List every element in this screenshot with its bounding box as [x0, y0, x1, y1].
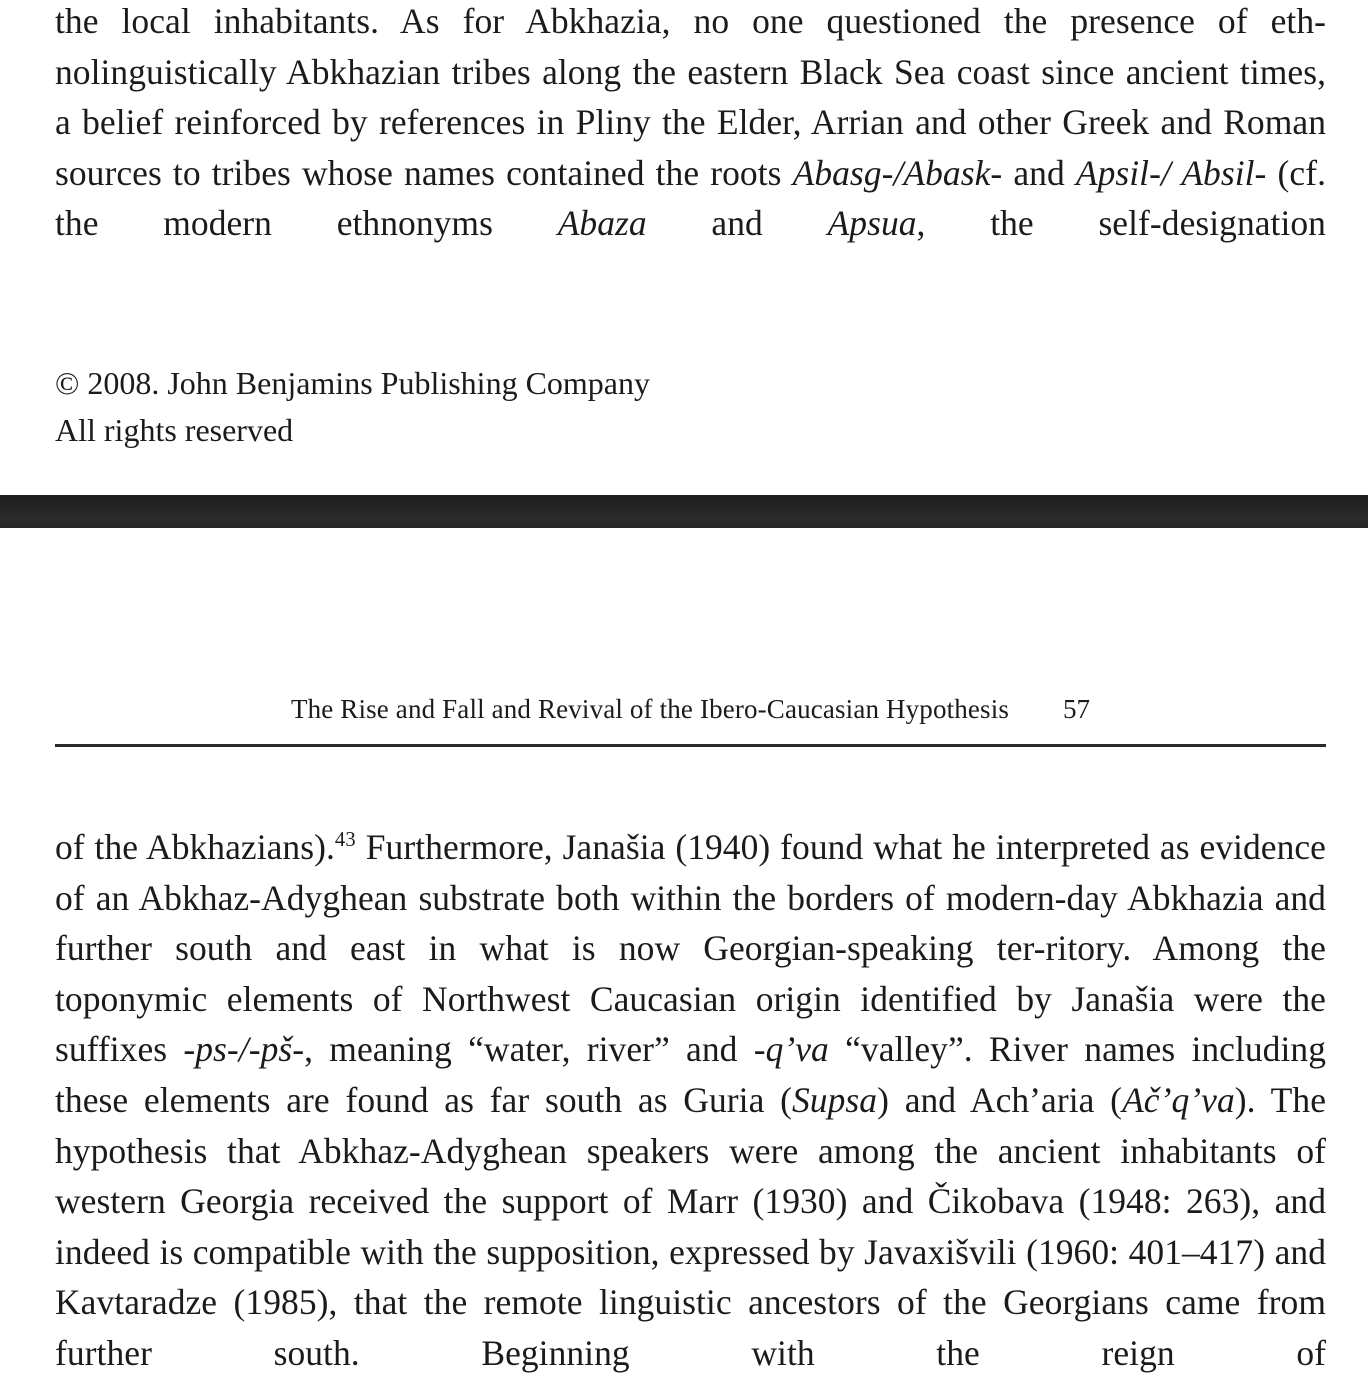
paragraph-run-roman: , the self-designation	[916, 203, 1326, 244]
term-acqva: Ač’q’va	[1122, 1079, 1235, 1120]
paragraph-run-roman: , meaning “water, river” and	[304, 1029, 754, 1070]
paragraph-run-roman: Furthermore, Janašia (1940) found what he interpreted as evidence of an Abkhaz-Adyghean substrate both within the borders of modern-day Abkhazia and further south and east in what is now Georgian-speaking ter-ritory. Among the toponymic elements of Northwest Caucasian origin identified by Janašia were the suffixes	[55, 827, 1326, 1070]
term-ps-ps: -ps-/-pš-	[183, 1029, 305, 1070]
copyright-line-rights: All rights reserved	[55, 412, 294, 448]
term-abasg-abask: Abasg-/Abask-	[792, 152, 1003, 193]
term-supsa: Supsa	[792, 1079, 878, 1120]
running-head	[55, 692, 1326, 726]
paragraph-run-roman: and	[646, 203, 828, 244]
header-rule-divider	[55, 744, 1326, 747]
paragraph-run-roman: (cf. the modern ethnonyms	[55, 152, 1326, 244]
term-abaza: Abaza	[557, 203, 647, 244]
paragraph-run-roman: of the Abkhazians).	[55, 827, 335, 867]
paragraph-run-roman: “valley”. River names including these elements are found as far south as Guria (	[55, 1029, 1326, 1120]
current-page	[0, 528, 1368, 1374]
paragraph-run-roman: ) and Ach’aria (	[877, 1079, 1123, 1120]
footnote-reference-43[interactable]: 43	[334, 829, 356, 852]
current-page-paragraph	[55, 822, 1326, 1379]
copyright-line-publisher: © 2008. John Benjamins Publishing Company	[55, 365, 650, 401]
running-head-title: The Rise and Fall and Revival of the Ibero-Caucasian Hypothesis	[290, 694, 1009, 724]
paragraph-run-roman: and	[1002, 152, 1076, 193]
term-qva: -q’va	[753, 1029, 829, 1070]
page-number: 57	[1063, 694, 1090, 724]
paragraph-run-roman: ). The hypothesis that Abkhaz-Adyghean speakers were among the ancient inhabitants of western Georgia received the support of Marr (1930) and Čikobava (1948: 263), and indeed is compatible with the supposition, expressed by Javaxišvili (1960: 401–417) and Kavtaradze (1985), that the remote linguistic ancestors of the Georgians came from further south. Beginning with the reign of	[55, 1079, 1327, 1373]
term-apsil-absil: Apsil-/ Absil-	[1075, 152, 1267, 193]
previous-page-text-column	[55, 0, 1326, 249]
previous-page-paragraph	[55, 0, 1326, 249]
page-separator-band	[0, 495, 1368, 528]
term-apsua: Apsua	[827, 203, 917, 244]
previous-page-fragment	[0, 0, 1368, 495]
copyright-notice	[55, 360, 955, 454]
current-page-text-column	[55, 822, 1326, 1379]
paragraph-run-roman: the local inhabitants. As for Abkhazia, no one questioned the presence of eth-nolinguistically Abkhazian tribes along the eastern Black Sea coast since ancient times, a belief reinforced by references in Pliny the Elder, Arrian and other Greek and Roman sources to tribes whose names contained the roots	[55, 1, 1326, 193]
